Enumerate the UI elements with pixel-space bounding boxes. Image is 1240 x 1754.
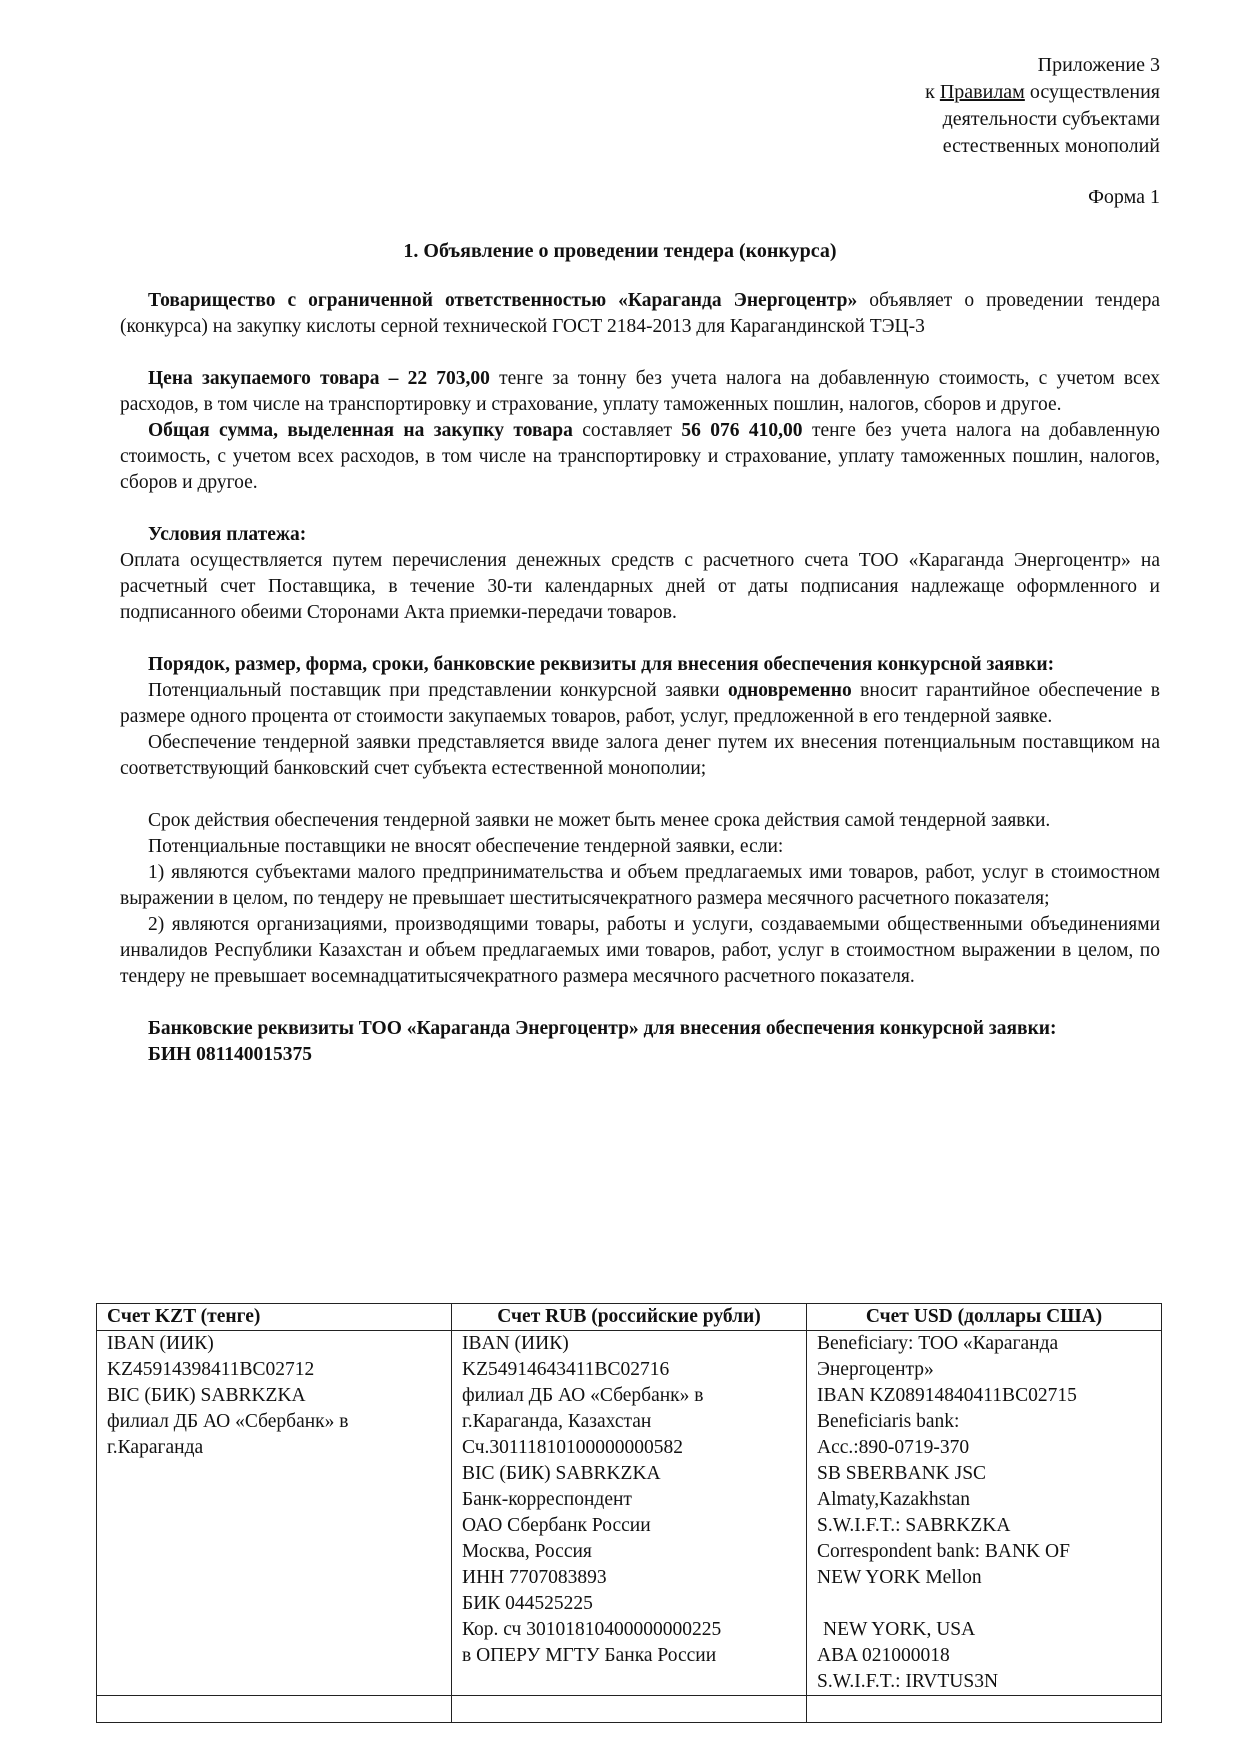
- rub-line: ОАО Сбербанк России: [462, 1515, 651, 1536]
- document-body: [120, 288, 1160, 1068]
- bank-heading: Банковские реквизиты ТОО «Караганда Энергоцентр» для внесения обеспечения конкурсной заявки:: [148, 1018, 1057, 1039]
- total-text-2: тенге без учета налога на добавленную стоимость, с учетом всех расходов, в том числе на транспортировку и страхование, уплату таможенных пошлин, налогов, сборов и другое.: [120, 420, 1160, 493]
- intro-text: объявляет о проведении тендера (конкурса) на закупку кислоты серной технической ГОСТ 2184-2013 для Карагандинской ТЭЦ-3: [120, 290, 1160, 337]
- header-rub: Счет RUB (российские рубли): [452, 1304, 807, 1331]
- appendix-line-1: Приложение 3: [1037, 54, 1160, 76]
- usd-line: S.W.I.F.T.: IRVTUS3N: [817, 1671, 999, 1692]
- rub-line: KZ54914643411BC02716: [462, 1359, 670, 1380]
- rub-line: г.Караганда, Казахстан: [462, 1411, 652, 1432]
- appendix-line-4: естественных монополий: [942, 135, 1160, 157]
- security-p1-b: вносит гарантийное обеспечение в размере одного процента от стоимости закупаемых товаров, работ, услуг, предложенной в его тендерной заявке.: [120, 680, 1161, 727]
- empty-cell: [97, 1696, 452, 1723]
- table-header-row: [97, 1304, 1162, 1331]
- rub-line: филиал ДБ АО «Сбербанк» в: [462, 1385, 704, 1406]
- rub-line: BIC (БИК) SABRKZKA: [462, 1463, 661, 1484]
- kzt-line: BIC (БИК) SABRKZKA: [107, 1385, 306, 1406]
- total-paragraph: [120, 418, 1160, 496]
- rub-line: Банк-корреспондент: [462, 1489, 632, 1510]
- header-usd: Счет USD (доллары США): [807, 1304, 1162, 1331]
- rub-line: в ОПЕРУ МГТУ Банка России: [462, 1645, 717, 1666]
- intro-paragraph: [120, 288, 1160, 340]
- appendix-line-2-prefix: к: [925, 81, 940, 103]
- total-label: Общая сумма, выделенная на закупку товара: [148, 420, 573, 441]
- bin-number: БИН 081140015375: [148, 1044, 313, 1065]
- appendix-header: [925, 52, 1160, 160]
- rules-link[interactable]: Правилам: [939, 81, 1025, 103]
- cell-usd: [807, 1331, 1162, 1696]
- document-title: 1. Объявление о проведении тендера (конкурса): [403, 240, 837, 262]
- total-amount: 56 076 410,00: [681, 420, 803, 441]
- payment-text: Оплата осуществляется путем перечисления денежных средств с расчетного счета ТОО «Караганда Энергоцентр» на расчетный счет Поставщика, в течение 30-ти календарных дней от даты подписания надлежаще оформленного и подписанного обеими Сторонами Акта приемки-передачи товаров.: [120, 550, 1160, 623]
- payment-heading: Условия платежа:: [148, 524, 307, 545]
- table-empty-row: [97, 1696, 1162, 1723]
- rub-line: IBAN (ИИК): [462, 1333, 569, 1354]
- security-paragraph-3: Срок действия обеспечения тендерной заявки не может быть менее срока действия самой тендерной заявки.: [148, 810, 1051, 831]
- bank-details-table: [96, 1303, 1162, 1723]
- kzt-line: г.Караганда: [107, 1437, 204, 1458]
- table-row: [97, 1331, 1162, 1696]
- kzt-line: KZ45914398411BC02712: [107, 1359, 315, 1380]
- security-paragraph-5: 1) являются субъектами малого предпринимательства и объем предлагаемых ими товаров, работ, услуг в стоимостном выражении в целом, по тендеру не превышает шеститысячекратного размера месячного расчетного показателя;: [120, 862, 1160, 909]
- usd-line: IBAN KZ08914840411BC02715: [817, 1385, 1077, 1406]
- appendix-line-2-suffix: осуществления: [1024, 81, 1160, 103]
- rub-line: ИНН 7707083893: [462, 1567, 607, 1588]
- total-text-1: составляет: [572, 420, 682, 441]
- usd-line: S.W.I.F.T.: SABRKZKA: [817, 1515, 1011, 1536]
- cell-kzt: [97, 1331, 452, 1696]
- usd-line: Beneficiaris bank:: [817, 1411, 960, 1432]
- price-text: тенге за тонну без учета налога на добавленную стоимость, с учетом всех расходов, в том числе на транспортировку и страхование, уплату таможенных пошлин, налогов, сборов и другое.: [120, 368, 1160, 415]
- kzt-line: филиал ДБ АО «Сбербанк» в: [107, 1411, 349, 1432]
- usd-line: NEW YORK Mellon: [817, 1567, 982, 1588]
- usd-line: Almaty,Kazakhstan: [817, 1489, 971, 1510]
- security-paragraph-6: 2) являются организациями, производящими товары, работы и услуги, создаваемыми общественными объединениями инвалидов Республики Казахстан и объем предлагаемых ими товаров, работ, услуг в стоимостном выражении в целом, по тендеру не превышает восемнадцатитысячекратного размера месячного расчетного показателя.: [120, 914, 1160, 987]
- rub-line: Кор. сч 30101810400000000225: [462, 1619, 722, 1640]
- security-paragraph-2: Обеспечение тендерной заявки представляется ввиде залога денег путем их внесения потенциальным поставщиком на соответствующий банковский счет субъекта естественной монополии;: [120, 732, 1160, 779]
- cell-rub: [452, 1331, 807, 1696]
- kzt-line: IBAN (ИИК): [107, 1333, 214, 1354]
- price-paragraph: [120, 366, 1160, 418]
- rub-line: Сч.30111810100000000582: [462, 1437, 683, 1458]
- appendix-line-2: [925, 79, 1160, 106]
- usd-blank-line: [817, 1591, 1151, 1617]
- price-label: Цена закупаемого товара – 22 703,00: [148, 368, 490, 389]
- rub-line: Москва, Россия: [462, 1541, 592, 1562]
- rub-line: БИК 044525225: [462, 1593, 593, 1614]
- security-p1-bold: одновременно: [727, 680, 852, 701]
- empty-cell: [807, 1696, 1162, 1723]
- empty-cell: [452, 1696, 807, 1723]
- security-heading: Порядок, размер, форма, сроки, банковские реквизиты для внесения обеспечения конкурсной заявки:: [148, 654, 1055, 675]
- header-kzt: Счет KZT (тенге): [97, 1304, 452, 1331]
- usd-line: SB SBERBANK JSC: [817, 1463, 987, 1484]
- security-p1-a: Потенциальный поставщик при представлении конкурсной заявки: [148, 680, 728, 701]
- usd-line: Correspondent bank: BANK OF: [817, 1541, 1070, 1562]
- intro-company: Товарищество с ограниченной ответственностью «Караганда Энергоцентр»: [148, 290, 858, 311]
- form-label: Форма 1: [1088, 186, 1160, 208]
- security-paragraph-4: Потенциальные поставщики не вносят обеспечение тендерной заявки, если:: [148, 836, 784, 857]
- appendix-line-3: деятельности субъектами: [942, 108, 1160, 130]
- usd-line: NEW YORK, USA: [823, 1619, 976, 1640]
- usd-line: ABA 021000018: [817, 1645, 950, 1666]
- usd-line: Beneficiary: ТОО «Караганда: [817, 1333, 1059, 1354]
- security-paragraph-1: [120, 678, 1160, 730]
- usd-line: Acc.:890-0719-370: [817, 1437, 970, 1458]
- usd-line: Энергоцентр»: [817, 1359, 934, 1380]
